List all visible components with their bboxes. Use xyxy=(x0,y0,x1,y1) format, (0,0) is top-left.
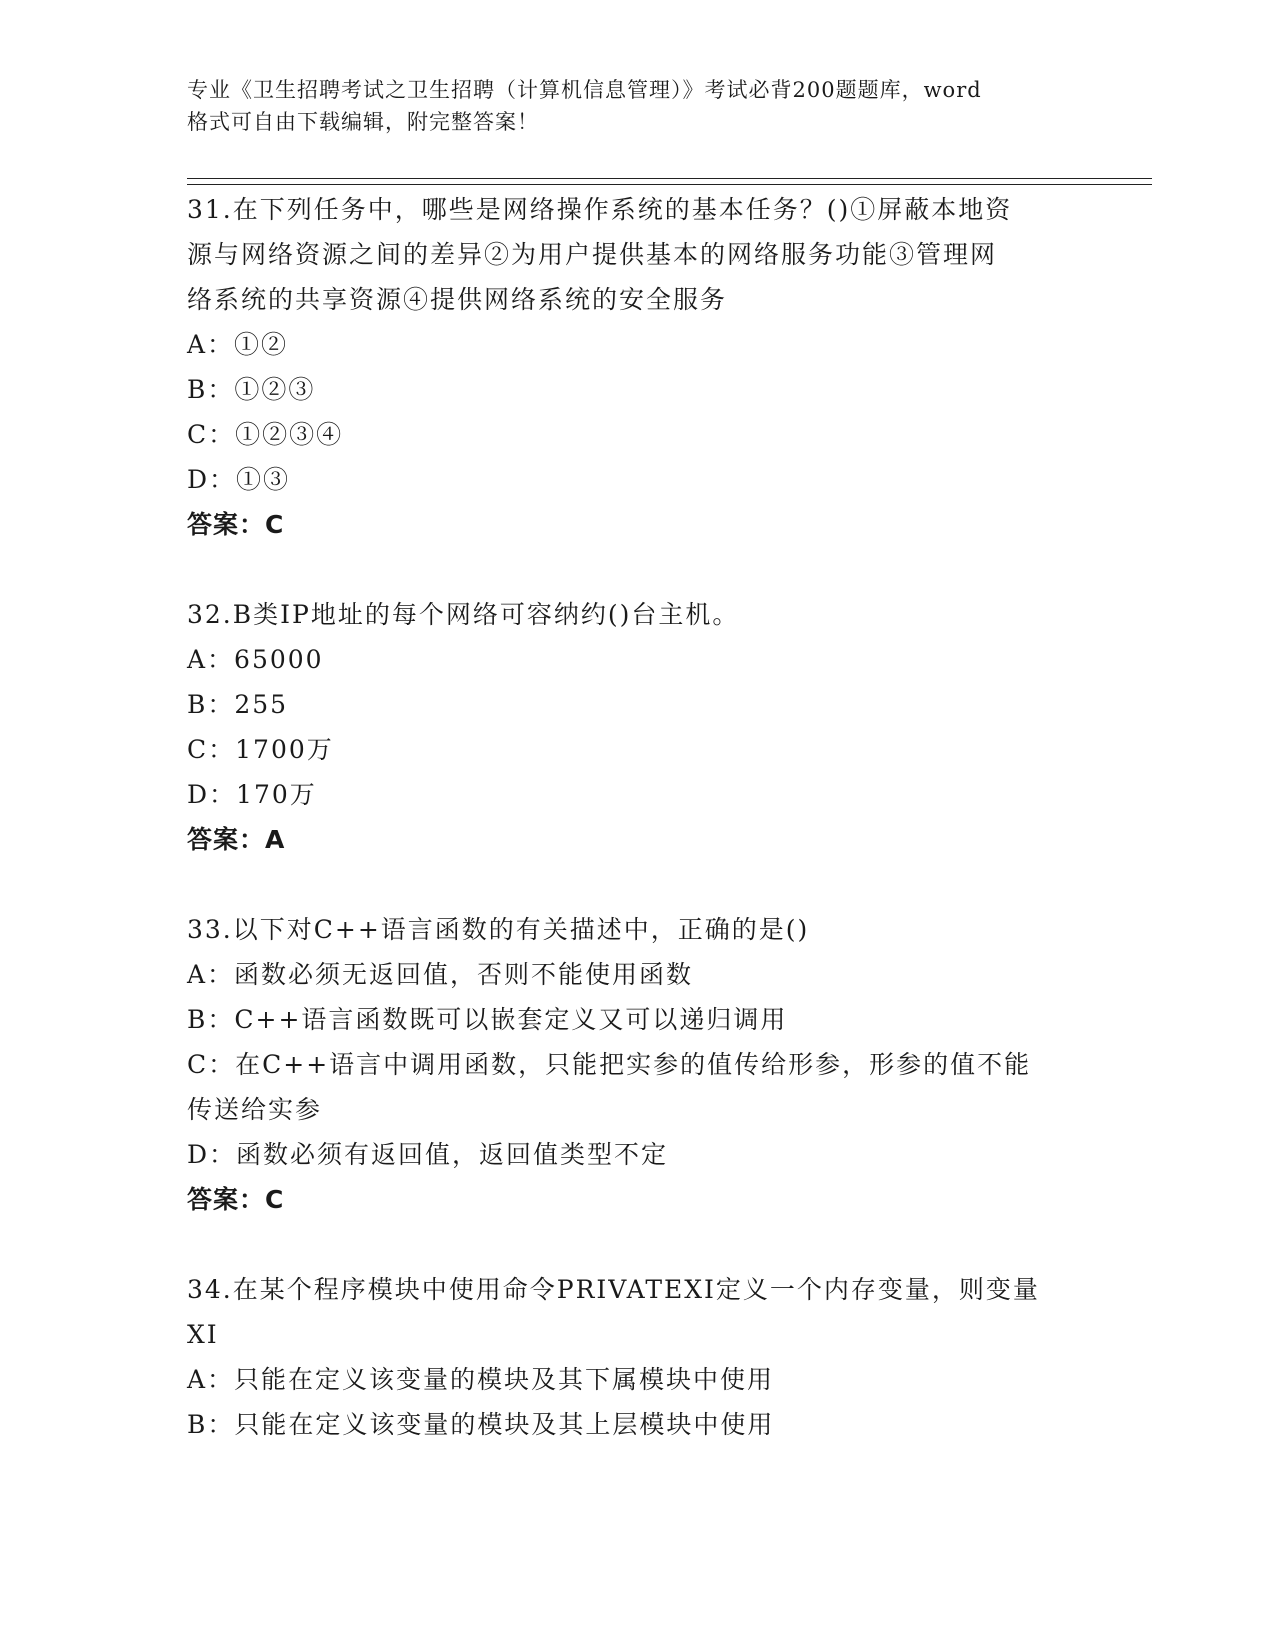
option-d: D：①③ xyxy=(187,465,291,494)
header-divider-top xyxy=(187,178,1152,179)
header-divider-bottom xyxy=(187,184,1152,185)
stem-line: 32.B类IP地址的每个网络可容纳约()台主机。 xyxy=(187,600,740,629)
option-b: B：只能在定义该变量的模块及其上层模块中使用 xyxy=(187,1410,775,1439)
question-stem xyxy=(187,1267,1077,1357)
stem-line: XI xyxy=(187,1320,219,1349)
header-line-2: 格式可自由下载编辑，附完整答案！ xyxy=(187,110,539,134)
stem-line: 络系统的共享资源④提供网络系统的安全服务 xyxy=(187,285,728,314)
answer-line: 答案：A xyxy=(187,825,286,854)
option-d: D：函数必须有返回值，返回值类型不定 xyxy=(187,1140,669,1169)
question-33 xyxy=(187,907,1077,1222)
option-b: B：255 xyxy=(187,690,289,719)
option-c: C：1700万 xyxy=(187,735,334,764)
question-stem xyxy=(187,187,1077,322)
option-a: A：65000 xyxy=(187,645,324,674)
stem-line: 源与网络资源之间的差异②为用户提供基本的网络服务功能③管理网 xyxy=(187,240,998,269)
option-c: C：在C++语言中调用函数，只能把实参的值传给形参，形参的值不能 xyxy=(187,1050,1032,1079)
stem-line: 33.以下对C++语言函数的有关描述中，正确的是() xyxy=(187,915,810,944)
option-a: A：只能在定义该变量的模块及其下属模块中使用 xyxy=(187,1365,775,1394)
option-c: C：①②③④ xyxy=(187,420,344,449)
stem-line: 34.在某个程序模块中使用命令PRIVATEXI定义一个内存变量，则变量 xyxy=(187,1275,1040,1304)
option-a: A：①② xyxy=(187,330,289,359)
option-a: A：函数必须无返回值，否则不能使用函数 xyxy=(187,960,694,989)
option-b: B：①②③ xyxy=(187,375,316,404)
question-stem xyxy=(187,907,1077,952)
question-34 xyxy=(187,1267,1077,1447)
option-c-continued: 传送给实参 xyxy=(187,1095,323,1124)
header-line-1: 专业《卫生招聘考试之卫生招聘（计算机信息管理）》考试必背200题题库，word xyxy=(187,78,982,102)
document-header xyxy=(187,74,1087,138)
option-b: B：C++语言函数既可以嵌套定义又可以递归调用 xyxy=(187,1005,788,1034)
answer-line: 答案：C xyxy=(187,1185,285,1214)
option-d: D：170万 xyxy=(187,780,317,809)
question-stem xyxy=(187,592,1077,637)
answer-line: 答案：C xyxy=(187,510,285,539)
stem-line: 31.在下列任务中，哪些是网络操作系统的基本任务？()①屏蔽本地资 xyxy=(187,195,1013,224)
question-32 xyxy=(187,592,1077,862)
question-31 xyxy=(187,187,1077,547)
